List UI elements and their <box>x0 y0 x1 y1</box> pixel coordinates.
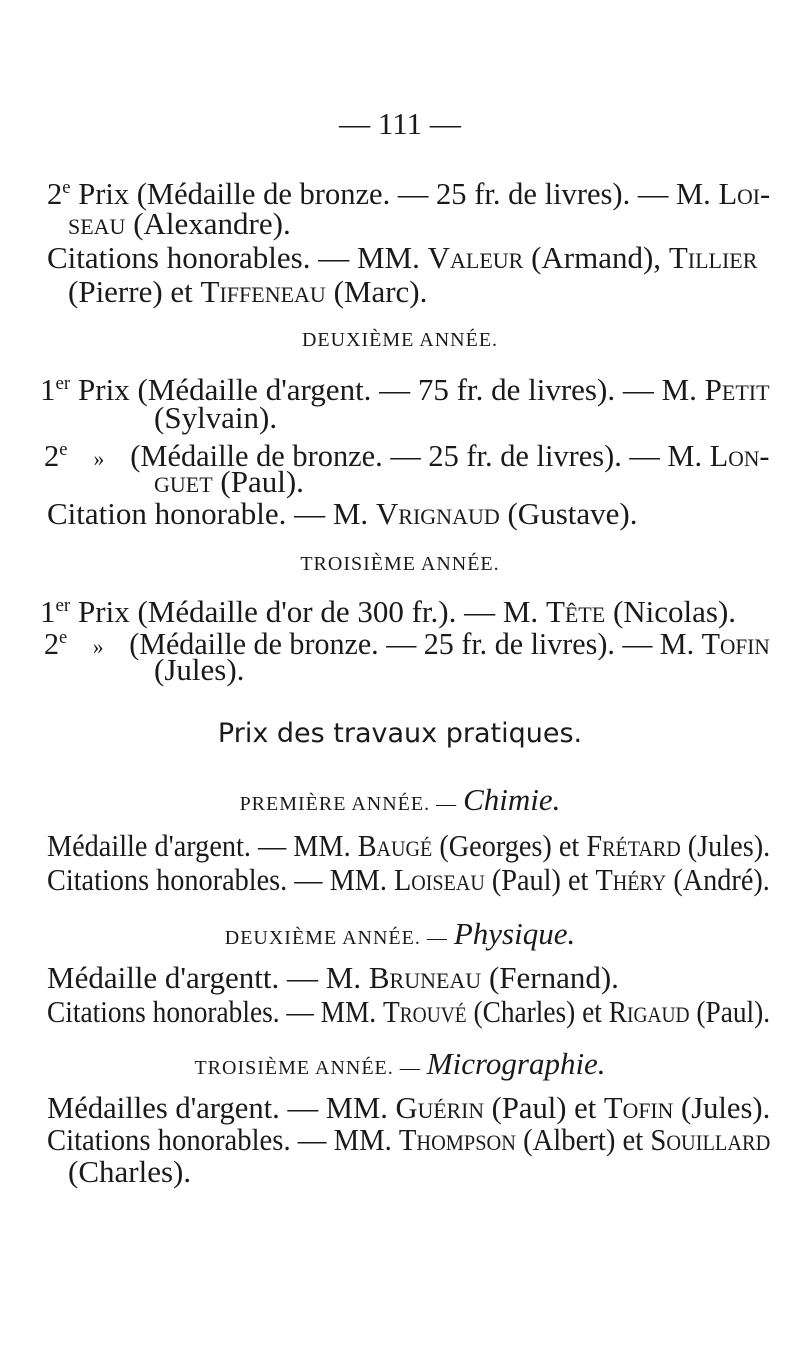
prize-line-continued: guet (Paul). <box>154 464 304 499</box>
laureate-name: Valeur <box>427 240 524 275</box>
medal-line: Médaille d'argentt. — M. Bruneau (Fernand). <box>47 960 619 995</box>
laureate-name: Tofin <box>603 1090 674 1125</box>
laureate-name: Tofin <box>701 626 770 661</box>
year-heading: TROISIÈME ANNÉE. <box>300 553 500 575</box>
ditto-mark: » <box>92 634 104 659</box>
citation-line: Citations honorables. — MM. Loiseau (Paul) et Théry (André). <box>47 862 770 897</box>
laureate-name: Souillard <box>650 1122 771 1157</box>
page-number: — 111 — <box>339 106 461 141</box>
laureate-name: Théry <box>595 862 667 897</box>
section-title: Prix des travaux pratiques. <box>217 718 583 749</box>
laureate-name: Rigaud <box>608 994 690 1029</box>
prize-line: 1er Prix (Médaille d'or de 300 fr.). — M. Tête (Nicolas). <box>40 594 737 629</box>
laureate-name: seau <box>68 206 126 241</box>
citation-line: Citations honorables. — MM. Thompson (Albert) et Souillard <box>47 1122 771 1157</box>
year-subject-heading: TROISIÈME ANNÉE. — Micrographie. <box>194 1046 606 1081</box>
laureate-name: Thompson <box>398 1122 516 1157</box>
citation-line: Citations honorables. — MM. Trouvé (Charles) et Rigaud (Paul). <box>47 994 771 1029</box>
laureate-name: Petit <box>704 372 770 407</box>
medal-line: Médailles d'argent. — MM. Guérin (Paul) et Tofin (Jules). <box>47 1090 771 1125</box>
laureate-name: Frétard <box>586 828 681 863</box>
prize-line: 2e » (Médaille de bronze. — 25 fr. de livres). — M. Lon- <box>44 432 770 477</box>
laureate-name: Bruneau <box>368 960 482 995</box>
prize-line-continued: (Sylvain). <box>154 400 278 435</box>
subject-name: Chimie. <box>463 782 561 817</box>
medal-line: Médaille d'argent. — MM. Baugé (Georges) et Frétard (Jules). <box>47 828 771 863</box>
laureate-name: Lon- <box>709 438 770 473</box>
year-subject-heading: PREMIÈRE ANNÉE. — Chimie. <box>239 782 561 817</box>
laureate-name: Tillier <box>668 240 758 275</box>
citation-line-continued: (Charles). <box>68 1154 192 1189</box>
laureate-name: Tête <box>545 594 606 629</box>
prize-line-continued: (Jules). <box>154 652 245 687</box>
ditto-mark: » <box>93 446 105 471</box>
prize-line: 2e Prix (Médaille de bronze. — 25 fr. de livres). — M. Loi- <box>47 176 771 211</box>
subject-name: Physique. <box>453 916 576 951</box>
laureate-name: guet <box>154 464 213 499</box>
laureate-name: Loi- <box>718 176 771 211</box>
laureate-name: Baugé <box>357 828 433 863</box>
citation-line: Citation honorable. — M. Vrignaud (Gustave). <box>47 496 638 531</box>
citation-line: Citations honorables. — MM. Valeur (Armand), Tillier <box>47 240 758 275</box>
laureate-name: Tiffeneau <box>200 274 326 309</box>
laureate-name: Vrignaud <box>375 496 500 531</box>
laureate-name: Loiseau <box>394 862 485 897</box>
prize-line: 2e » (Médaille de bronze. — 25 fr. de livres). — M. Tofin <box>44 620 770 665</box>
laureate-name: Trouvé <box>383 994 467 1029</box>
citation-line-continued: (Pierre) et Tiffeneau (Marc). <box>68 274 428 309</box>
year-subject-heading: DEUXIÈME ANNÉE. — Physique. <box>224 916 576 951</box>
prize-line-continued: seau (Alexandre). <box>68 206 291 241</box>
subject-name: Micrographie. <box>426 1046 606 1081</box>
prize-line: 1er Prix (Médaille d'argent. — 75 fr. de livres). — M. Petit <box>40 372 770 407</box>
laureate-name: Guérin <box>395 1090 485 1125</box>
year-heading: DEUXIÈME ANNÉE. <box>301 329 499 351</box>
